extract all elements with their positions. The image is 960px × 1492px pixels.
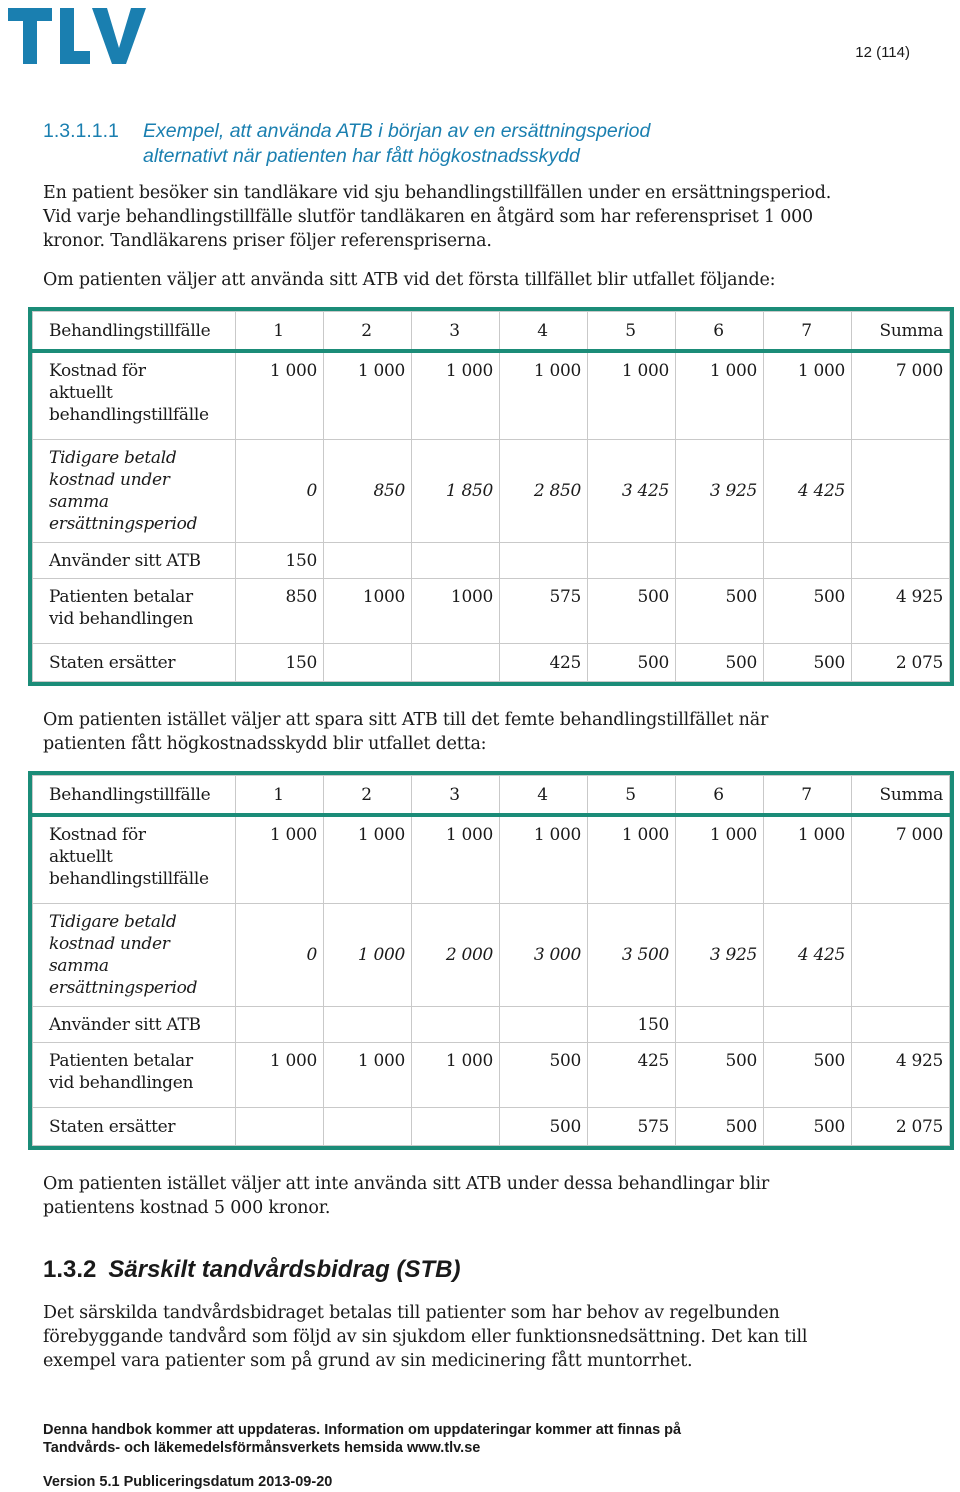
table-cell: 2 000 [412, 904, 500, 1007]
row-label-line: ersättningsperiod [49, 514, 198, 534]
table-cell [676, 543, 764, 579]
header-cell: 4 [500, 776, 588, 816]
table-row [33, 1108, 950, 1146]
row-label-line: vid behandlingen [49, 1073, 194, 1093]
row-label-line: behandlingstillfälle [49, 869, 209, 889]
header-cell: 5 [588, 312, 676, 352]
table-cell: 500 [588, 644, 676, 682]
table-cell: 1 000 [324, 904, 412, 1007]
intro-paragraph [43, 181, 923, 253]
row-label-line: samma [49, 492, 109, 512]
table-cell: 2 075 [852, 644, 950, 682]
row-label [33, 351, 236, 440]
table-cell: 1 000 [588, 815, 676, 904]
row-label: Staten ersätter [33, 644, 236, 682]
header-cell: 7 [764, 312, 852, 352]
header-cell: 2 [324, 776, 412, 816]
row-label [33, 579, 236, 644]
header-cell: 1 [236, 312, 324, 352]
stb-line: exempel vara patienter som på grund av sin medicinering fått muntorrhet. [43, 1351, 693, 1371]
table-cell [852, 543, 950, 579]
row-label-line: Kostnad för [49, 361, 146, 381]
intro-line: En patient besöker sin tandläkare vid sju behandlingstillfällen under en ersättningsperiod. [43, 183, 832, 203]
header-cell: 6 [676, 776, 764, 816]
table-header-row [33, 312, 950, 352]
table-row [33, 440, 950, 543]
table-cell: 4 925 [852, 1043, 950, 1108]
table-cell: 3 000 [500, 904, 588, 1007]
table-cell: 7 000 [852, 351, 950, 440]
table-cell: 3 425 [588, 440, 676, 543]
table-cell [588, 543, 676, 579]
row-label-line: Patienten betalar [49, 587, 193, 607]
row-label: Staten ersätter [33, 1108, 236, 1146]
section2-heading [43, 1256, 460, 1284]
intro-line: Om patienten väljer att använda sitt ATB vid det första tillfället blir utfallet följande: [43, 270, 776, 290]
table-cell: 1 000 [412, 1043, 500, 1108]
row-label-line: aktuellt [49, 847, 113, 867]
table-row [33, 543, 950, 579]
table-header-row [33, 776, 950, 816]
table-cell: 500 [676, 1043, 764, 1108]
header-cell: 6 [676, 312, 764, 352]
table-row [33, 351, 950, 440]
table-cell: 3 500 [588, 904, 676, 1007]
table-cell [676, 1007, 764, 1043]
table-row [33, 815, 950, 904]
table-cell: 500 [588, 579, 676, 644]
section-title-line1: Exempel, att använda ATB i början av en ersättningsperiod [143, 120, 651, 142]
table-cell: 0 [236, 440, 324, 543]
intro-line: Vid varje behandlingstillfälle slutför tandläkaren en åtgärd som har referenspriset 1 000 [43, 207, 813, 227]
row-label [33, 904, 236, 1007]
row-label-line: aktuellt [49, 383, 113, 403]
row-label [33, 440, 236, 543]
row-label-line: kostnad under [49, 470, 170, 490]
table-cell: 3 925 [676, 904, 764, 1007]
header-cell: Summa [852, 312, 950, 352]
table-cell: 4 925 [852, 579, 950, 644]
atb-table-1 [28, 307, 954, 686]
table-cell [412, 1007, 500, 1043]
table-cell: 1 000 [236, 815, 324, 904]
table-cell [412, 1108, 500, 1146]
row-label-line: ersättningsperiod [49, 978, 198, 998]
header-cell: 5 [588, 776, 676, 816]
after-line: Om patienten istället väljer att inte använda sitt ATB under dessa behandlingar blir [43, 1174, 770, 1194]
table-row [33, 1007, 950, 1043]
table-cell: 500 [764, 1108, 852, 1146]
table-cell: 7 000 [852, 815, 950, 904]
table-cell: 1 000 [676, 351, 764, 440]
table-cell: 1 000 [500, 815, 588, 904]
table-cell: 1 000 [324, 351, 412, 440]
after-paragraph [43, 1172, 923, 1220]
middle-line: patienten fått högkostnadsskydd blir utfallet detta: [43, 734, 487, 754]
stb-line: Det särskilda tandvårdsbidraget betalas till patienter som har behov av regelbunden [43, 1303, 780, 1323]
table-cell: 2 850 [500, 440, 588, 543]
table-row [33, 904, 950, 1007]
table-cell: 500 [676, 579, 764, 644]
row-label-line: Kostnad för [49, 825, 146, 845]
row-label-line: Patienten betalar [49, 1051, 193, 1071]
table-row [33, 1043, 950, 1108]
table-cell: 150 [588, 1007, 676, 1043]
header-cell: 3 [412, 312, 500, 352]
table-cell: 1 000 [500, 351, 588, 440]
table-cell: 4 425 [764, 904, 852, 1007]
table-cell [324, 543, 412, 579]
table-cell: 1 000 [236, 351, 324, 440]
table-cell: 1000 [412, 579, 500, 644]
atb-table-2 [28, 771, 954, 1150]
row-label-line: behandlingstillfälle [49, 405, 209, 425]
row-label-line: Tidigare betald [49, 912, 177, 932]
table-cell [852, 440, 950, 543]
table-cell: 0 [236, 904, 324, 1007]
stb-paragraph [43, 1301, 923, 1373]
table-cell [412, 543, 500, 579]
table-cell: 4 425 [764, 440, 852, 543]
table-cell [852, 904, 950, 1007]
table-cell: 500 [764, 644, 852, 682]
intro-lead [43, 268, 923, 292]
header-cell: 3 [412, 776, 500, 816]
table-cell: 1 000 [764, 815, 852, 904]
table-cell: 575 [588, 1108, 676, 1146]
table-cell [324, 1108, 412, 1146]
table-cell [764, 543, 852, 579]
intro-line: kronor. Tandläkarens priser följer referenspriserna. [43, 231, 492, 251]
table-cell [500, 1007, 588, 1043]
middle-line: Om patienten istället väljer att spara sitt ATB till det femte behandlingstillfället när [43, 710, 769, 730]
table-cell: 1 000 [412, 815, 500, 904]
section-title-line2: alternativt när patienten har fått högkostnadsskydd [143, 145, 580, 167]
row-label [33, 815, 236, 904]
table-cell: 1 000 [412, 351, 500, 440]
row-label-line: vid behandlingen [49, 609, 194, 629]
table-cell [500, 543, 588, 579]
table-cell [236, 1007, 324, 1043]
table-cell [412, 644, 500, 682]
table-cell: 1 000 [764, 351, 852, 440]
row-label-line: samma [49, 956, 109, 976]
page-number: 12 (114) [855, 44, 910, 61]
table-row [33, 644, 950, 682]
section2-number: 1.3.2 [43, 1256, 97, 1283]
table-cell: 500 [676, 644, 764, 682]
table-cell [764, 1007, 852, 1043]
section2-title: Särskilt tandvårdsbidrag (STB) [108, 1256, 461, 1283]
table-cell: 1 000 [324, 1043, 412, 1108]
table-cell: 500 [764, 1043, 852, 1108]
header-cell: Behandlingstillfälle [33, 776, 236, 816]
table-row [33, 579, 950, 644]
header-cell: Summa [852, 776, 950, 816]
table-cell: 150 [236, 644, 324, 682]
table-cell [852, 1007, 950, 1043]
table-cell: 425 [588, 1043, 676, 1108]
table-cell: 425 [500, 644, 588, 682]
table-cell: 500 [500, 1108, 588, 1146]
table-cell: 850 [324, 440, 412, 543]
table-cell [324, 1007, 412, 1043]
row-label: Använder sitt ATB [33, 543, 236, 579]
table-cell: 1 000 [676, 815, 764, 904]
stb-line: förebyggande tandvård som följd av sin sjukdom eller funktionsnedsättning. Det kan till [43, 1327, 808, 1347]
section-heading [43, 119, 923, 169]
footer-version: Version 5.1 Publiceringsdatum 2013-09-20 [43, 1474, 333, 1490]
after-line: patientens kostnad 5 000 kronor. [43, 1198, 331, 1218]
table-cell: 1000 [324, 579, 412, 644]
footer-line: Tandvårds- och läkemedelsförmånsverkets hemsida www.tlv.se [43, 1440, 481, 1456]
middle-paragraph [43, 708, 923, 756]
header-cell: 7 [764, 776, 852, 816]
tlv-logo [8, 6, 148, 66]
table-cell [324, 644, 412, 682]
header-cell: 4 [500, 312, 588, 352]
row-label: Använder sitt ATB [33, 1007, 236, 1043]
table-cell: 1 000 [588, 351, 676, 440]
table-cell: 1 000 [324, 815, 412, 904]
row-label [33, 1043, 236, 1108]
header-cell: 2 [324, 312, 412, 352]
table-cell: 500 [500, 1043, 588, 1108]
table-cell [236, 1108, 324, 1146]
header-cell: Behandlingstillfälle [33, 312, 236, 352]
row-label-line: kostnad under [49, 934, 170, 954]
table-cell: 2 075 [852, 1108, 950, 1146]
table-cell: 1 850 [412, 440, 500, 543]
table-cell: 500 [676, 1108, 764, 1146]
section-number: 1.3.1.1.1 [43, 120, 119, 142]
header-cell: 1 [236, 776, 324, 816]
table-cell: 850 [236, 579, 324, 644]
table-cell: 150 [236, 543, 324, 579]
row-label-line: Tidigare betald [49, 448, 177, 468]
table-cell: 500 [764, 579, 852, 644]
footer-notice [43, 1421, 681, 1457]
footer-line: Denna handbok kommer att uppdateras. Information om uppdateringar kommer att finnas på [43, 1422, 682, 1438]
table-cell: 1 000 [236, 1043, 324, 1108]
table-cell: 3 925 [676, 440, 764, 543]
table-cell: 575 [500, 579, 588, 644]
